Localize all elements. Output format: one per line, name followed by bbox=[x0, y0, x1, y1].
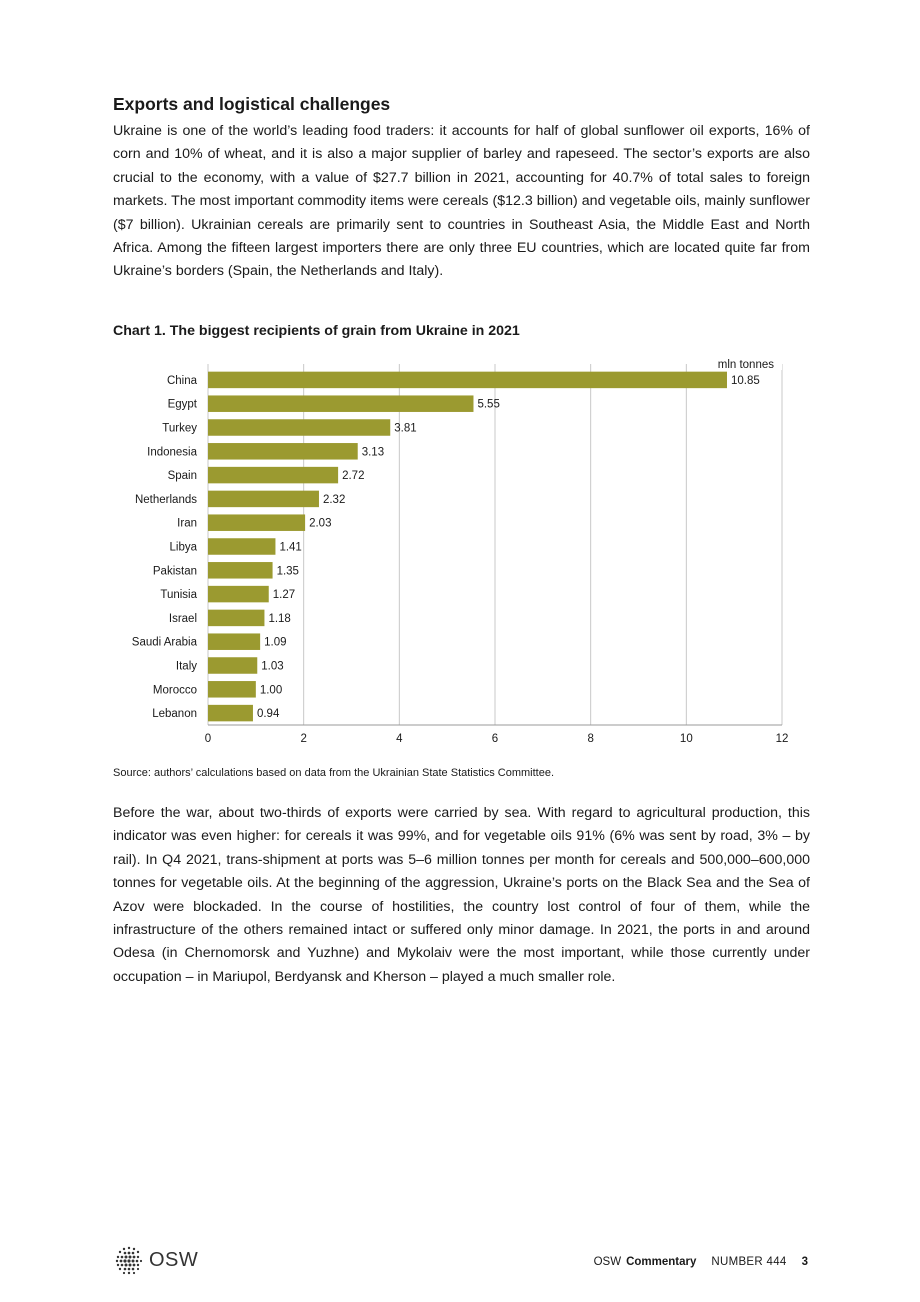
body-paragraph: Ukraine is one of the world’s leading food traders: it accounts for half of global sunflower oil exports, 16% of corn and 10% of wheat, and it is also a major supplier of barley and rapeseed. The sector’s exports are also crucial to the economy, with a value of $27.7 billion in 2021, accounting for 40.7% of total sales to foreign markets. The most important commodity items were cereals ($12.3 billion) and vegetable oils, mainly sunflower ($7 billion). Ukrainian cereals are primarily sent to countries in Southeast Asia, the Middle East and North Africa. Among the fifteen largest importers there are only three EU countries, which are located quite far from Ukraine’s borders (Spain, the Netherlands and Italy). bbox=[113, 123, 810, 280]
value-label: 1.41 bbox=[279, 541, 302, 554]
value-label: 3.81 bbox=[394, 422, 417, 435]
bar bbox=[208, 467, 338, 484]
category-label: Saudi Arabia bbox=[131, 636, 197, 649]
category-label: Iran bbox=[177, 517, 197, 530]
value-label: 3.13 bbox=[361, 446, 385, 459]
value-label: 1.18 bbox=[268, 612, 291, 625]
logo-text: OSW bbox=[149, 1248, 199, 1271]
x-tick-label: 8 bbox=[587, 733, 594, 745]
bar bbox=[208, 514, 305, 531]
osw-globe-icon bbox=[113, 1244, 145, 1276]
category-label: Israel bbox=[168, 612, 197, 625]
body-paragraph: Before the war, about two-thirds of exports were carried by sea. With regard to agricultural production, this indicator was even higher: for cereals it was 99%, and for vegetable oils 91% (6% was sent by road, 3% – by rail). In Q4 2021, trans-shipment at ports was 5–6 million tonnes per month for cereals and 500,000–600,000 tonnes for vegetable oils. At the beginning of the aggression, Ukraine’s ports on the Black Sea and the Sea of Azov were blockaded. In the course of hostilities, the country lost control of four of them, while the infrastructure of the others remained intact or suffered only minor damage. In 2021, the ports in and around Odesa (in Chernomorsk and Yuzhne) and Mykolaiv were the most important, while those currently under occupation – in Mariupol, Berdyansk and Kherson – played a much smaller role. bbox=[113, 805, 810, 985]
bar bbox=[208, 562, 273, 579]
x-tick-label: 10 bbox=[679, 733, 693, 745]
category-label: Spain bbox=[167, 470, 197, 483]
x-tick-label: 0 bbox=[204, 733, 212, 745]
value-label: 1.09 bbox=[264, 636, 287, 649]
category-label: Libya bbox=[169, 541, 197, 554]
bar bbox=[208, 610, 264, 627]
osw-logo bbox=[113, 1244, 198, 1276]
value-label: 1.03 bbox=[261, 660, 284, 673]
x-tick-label: 2 bbox=[300, 733, 307, 745]
x-tick-label: 6 bbox=[491, 733, 499, 745]
bar bbox=[208, 657, 257, 674]
category-label: Italy bbox=[175, 660, 197, 673]
value-label: 5.55 bbox=[477, 398, 500, 411]
category-label: Morocco bbox=[152, 684, 197, 697]
bar bbox=[208, 491, 319, 508]
value-label: 2.03 bbox=[309, 517, 332, 530]
category-label: Pakistan bbox=[152, 565, 197, 578]
chart-source: Source: authors’ calculations based on data from the Ukrainian State Statistics Committee. bbox=[113, 767, 555, 779]
category-label: Lebanon bbox=[152, 708, 197, 721]
unit-label: mln tonnes bbox=[717, 359, 774, 371]
category-label: China bbox=[166, 374, 197, 387]
issue-number: NUMBER 444 bbox=[711, 1256, 787, 1268]
category-label: Tunisia bbox=[160, 589, 197, 602]
bar bbox=[208, 681, 256, 698]
bar bbox=[208, 538, 275, 555]
category-label: Netherlands bbox=[134, 493, 197, 506]
footer-series bbox=[594, 1256, 808, 1268]
bar-chart bbox=[110, 352, 800, 752]
page-number: 3 bbox=[801, 1256, 808, 1268]
bar bbox=[208, 372, 727, 389]
category-label: Indonesia bbox=[147, 446, 197, 459]
chart-title: Chart 1. The biggest recipients of grain from Ukraine in 2021 bbox=[113, 323, 520, 339]
bar bbox=[208, 633, 260, 650]
bar bbox=[208, 419, 390, 436]
x-tick-label: 12 bbox=[775, 733, 789, 745]
bar bbox=[208, 586, 269, 603]
value-label: 1.27 bbox=[272, 589, 296, 602]
category-label: Turkey bbox=[162, 422, 197, 435]
series-name: Commentary bbox=[626, 1256, 697, 1268]
bar bbox=[208, 443, 358, 460]
value-label: 1.00 bbox=[259, 684, 283, 697]
x-tick-label: 4 bbox=[396, 733, 403, 745]
value-label: 10.85 bbox=[730, 374, 760, 387]
value-label: 2.72 bbox=[342, 470, 365, 483]
section-heading: Exports and logistical challenges bbox=[113, 94, 391, 114]
category-label: Egypt bbox=[167, 398, 197, 411]
value-label: 1.35 bbox=[276, 565, 299, 578]
value-label: 0.94 bbox=[256, 708, 280, 721]
value-label: 2.32 bbox=[322, 493, 346, 506]
series-prefix: OSW bbox=[593, 1256, 622, 1268]
bar bbox=[208, 705, 253, 722]
bar bbox=[208, 395, 473, 412]
